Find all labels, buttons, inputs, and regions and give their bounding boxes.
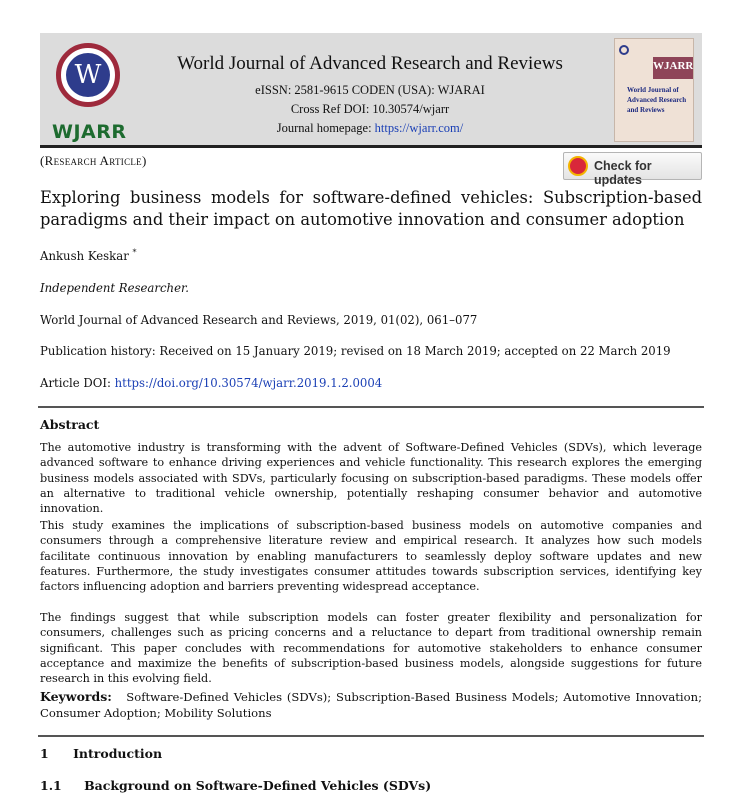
- journal-header: [40, 33, 702, 148]
- cover-emblem-icon: [619, 45, 629, 55]
- keywords-label: Keywords:: [40, 689, 112, 704]
- citation: World Journal of Advanced Research and Reviews, 2019, 01(02), 061–077: [40, 313, 478, 327]
- subsection-title: Background on Software-Defined Vehicles (SDVs): [84, 778, 432, 793]
- author-mark: *: [132, 248, 137, 257]
- abstract-paragraph-1: The automotive industry is transforming with the advent of Software-Defined Vehicles (SDVs), which leverage advanced software to enhance driving experiences and vehicle functionality. This research explores the emerging business models associated with SDVs, particularly focusing on subscription-based paradigms. These models offer an alternative to traditional vehicle ownership, potentially reshaping consumer behavior and automotive innovation.: [40, 441, 702, 516]
- keywords-text: Software-Defined Vehicles (SDVs); Subscription-Based Business Models; Automotive Innovation; Consumer Adoption; Mobility Solutions: [40, 690, 702, 720]
- doi-link[interactable]: https://doi.org/10.30574/wjarr.2019.1.2.0004: [114, 376, 383, 390]
- keywords: [40, 689, 702, 721]
- check-updates-label: Check for updates: [594, 159, 652, 187]
- section-title: Introduction: [73, 746, 163, 761]
- section-heading-introduction: [40, 746, 162, 761]
- section-number: 1: [40, 746, 49, 761]
- article-type: (Research Article): [40, 153, 147, 168]
- abstract-paragraph-2: This study examines the implications of subscription-based business models on automotive companies and consumers through a comprehensive literature review and empirical research. It analyzes how such models facilitate continuous innovation by enabling manufacturers to seamlessly deploy software updates and new features. Furthermore, the study investigates consumer attitudes towards subscription services, identifying key factors influencing adoption and barriers preventing widespread acceptance.: [40, 519, 702, 594]
- divider-top: [38, 406, 704, 408]
- homepage-link[interactable]: https://wjarr.com/: [374, 121, 464, 135]
- journal-cover-thumbnail: [614, 38, 694, 142]
- abstract-heading: Abstract: [40, 417, 100, 432]
- subsection-number: 1.1: [40, 778, 62, 793]
- cover-label: WJARR: [653, 60, 694, 72]
- affiliation: Independent Researcher.: [40, 281, 189, 295]
- abstract-paragraph-3: The findings suggest that while subscription models can foster greater flexibility and personalization for consumers, challenges such as pricing concerns and a reluctance to depart from traditional ownership remain significant. This paper concludes with recommendations for automotive stakeholders to enhance consumer acceptance and maximize the benefits of subscription-based business models, alongside suggestions for future research in this evolving field.: [40, 611, 702, 686]
- homepage-label: Journal homepage:: [276, 121, 375, 135]
- homepage-line: [160, 121, 580, 136]
- logo-text: WJARR: [52, 121, 127, 143]
- wjarr-logo: [52, 39, 136, 143]
- author-name: Ankush Keskar: [40, 248, 129, 263]
- subsection-heading-background: [40, 778, 431, 793]
- paper-title: Exploring business models for software-defined vehicles: Subscription-based paradigms and their impact on automotive innovation and consumer adoption: [40, 188, 702, 229]
- check-for-updates-button[interactable]: [563, 152, 702, 187]
- publication-history: Publication history: Received on 15 January 2019; revised on 18 March 2019; accepted on 22 March 2019: [40, 344, 671, 358]
- author-line: [40, 248, 702, 263]
- journal-title: World Journal of Advanced Research and Reviews: [177, 53, 563, 74]
- crossref-doi-line: Cross Ref DOI: 10.30574/wjarr: [290, 102, 450, 116]
- check-updates-icon: [568, 156, 588, 176]
- doi-label: Article DOI:: [40, 376, 115, 390]
- article-doi: [40, 376, 702, 390]
- issn-line: eISSN: 2581-9615 CODEN (USA): WJARAI: [255, 83, 485, 97]
- logo-circle-icon: [56, 43, 120, 107]
- logo-letter: W: [66, 53, 110, 97]
- cover-title: World Journal of Advanced Research and Reviews: [627, 86, 687, 114]
- divider-bottom: [38, 735, 704, 737]
